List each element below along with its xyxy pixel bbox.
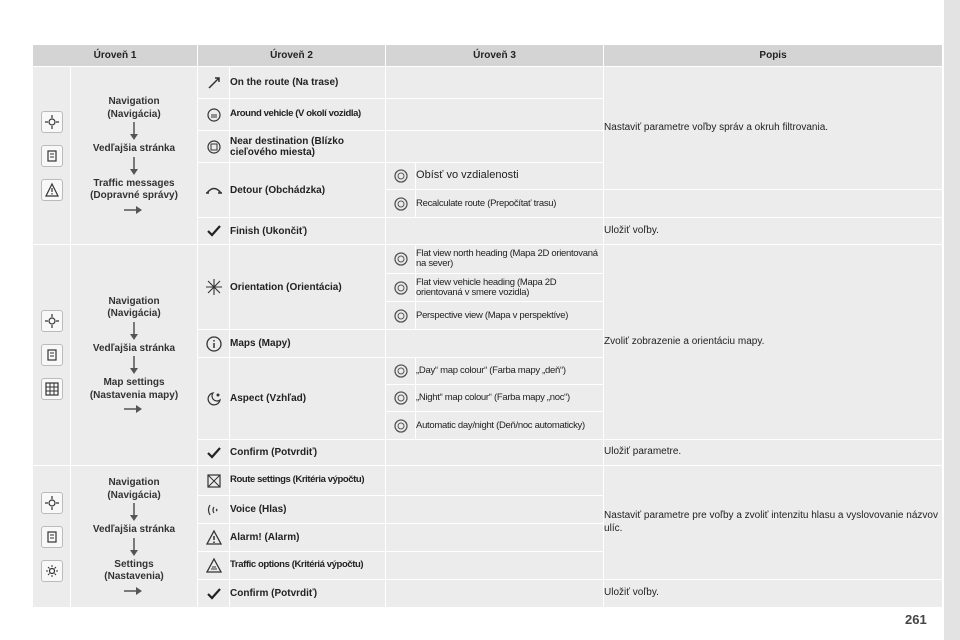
settings-button-icon	[41, 560, 63, 582]
level2-title: Navigation	[108, 295, 160, 307]
level3-label: Confirm (Potvrdiť)	[230, 440, 386, 466]
level3-label: On the route (Na trase)	[230, 67, 386, 99]
arrow-down-icon	[129, 157, 139, 177]
description: Uložiť parametre.	[604, 440, 943, 466]
option-icon	[386, 358, 416, 385]
level2-target-sk: (Dopravné správy)	[90, 190, 178, 202]
check-icon	[198, 580, 230, 608]
level3-label: Orientation (Orientácia)	[230, 245, 386, 330]
traffic-button-icon	[41, 179, 63, 201]
option-label: Recalculate route (Prepočítať trasu)	[416, 190, 604, 218]
alarm-icon	[198, 524, 230, 552]
navi-button-icon	[41, 111, 63, 133]
arrow-right-icon	[124, 404, 144, 414]
option-label: Flat view vehicle heading (Mapa 2D orientovaná v smere vozidla)	[416, 274, 604, 302]
table-header	[33, 45, 943, 67]
destination-icon	[198, 131, 230, 163]
option-icon	[386, 302, 416, 330]
option-icon	[386, 274, 416, 302]
level2-secondary: Vedľajšia stránka	[92, 143, 176, 155]
level1-buttons	[33, 67, 71, 245]
option-icon	[386, 163, 416, 190]
right-margin-bar	[944, 0, 960, 640]
level3-label: Near destination (Blízko cieľového miesta)	[230, 131, 386, 163]
level3-label: Maps (Mapy)	[230, 330, 386, 358]
level1-buttons	[33, 245, 71, 466]
option-label: Obísť vo vzdialenosti	[416, 163, 604, 190]
navi-button-icon	[41, 310, 63, 332]
menu-table	[32, 44, 943, 608]
level3-label: Around vehicle (V okolí vozidla)	[230, 99, 386, 131]
header-level2: Úroveň 2	[198, 45, 386, 67]
level2-title-sk: (Navigácia)	[107, 308, 161, 320]
option-label: Automatic day/night (Deň/noc automaticky)	[416, 412, 604, 440]
level3-label: Route settings (Kritéria výpočtu)	[230, 466, 386, 496]
description: Uložiť voľby.	[604, 580, 943, 608]
level2-path	[71, 67, 198, 245]
level2-path	[71, 466, 198, 608]
check-icon	[198, 218, 230, 245]
level2-target: Settings	[114, 558, 154, 570]
level3-label: Traffic options (Kritériá výpočtu)	[230, 552, 386, 580]
level3-label: Finish (Ukončiť)	[230, 218, 386, 245]
level2-target-sk: (Nastavenia mapy)	[89, 389, 179, 401]
compass-icon	[198, 245, 230, 330]
around-vehicle-icon	[198, 99, 230, 131]
option-label: „Day“ map colour“ (Farba mapy „deň“)	[416, 358, 604, 385]
traffic-options-icon	[198, 552, 230, 580]
description: Zvoliť zobrazenie a orientáciu mapy.	[604, 245, 943, 440]
arrow-down-icon	[129, 503, 139, 523]
header-description: Popis	[604, 45, 943, 67]
day-night-icon	[198, 358, 230, 440]
level2-target: Traffic messages	[93, 177, 175, 189]
option-label: Flat view north heading (Mapa 2D orientovaná na sever)	[416, 245, 604, 274]
table-row	[33, 466, 943, 496]
level3-label: Confirm (Potvrdiť)	[230, 580, 386, 608]
arrow-down-icon	[129, 538, 139, 558]
level2-path	[71, 245, 198, 466]
arrow-down-icon	[129, 322, 139, 342]
detour-icon	[198, 163, 230, 218]
mode-button-icon	[41, 145, 63, 167]
level3-label: Detour (Obchádzka)	[230, 163, 386, 218]
level1-buttons	[33, 466, 71, 608]
option-label: „Night“ map colour“ (Farba mapy „noc“)	[416, 385, 604, 412]
option-icon	[386, 385, 416, 412]
info-icon	[198, 330, 230, 358]
mode-button-icon	[41, 526, 63, 548]
level2-target: Map settings	[103, 377, 165, 389]
option-icon	[386, 190, 416, 218]
level3-label: Aspect (Vzhľad)	[230, 358, 386, 440]
level2-title: Navigation	[108, 96, 160, 108]
level2-title-sk: (Navigácia)	[107, 489, 161, 501]
level2-title: Navigation	[108, 477, 160, 489]
table-row	[33, 245, 943, 274]
navi-button-icon	[41, 492, 63, 514]
voice-icon	[198, 496, 230, 524]
arrow-down-icon	[129, 122, 139, 142]
page-number: 261	[905, 612, 927, 627]
level2-title-sk: (Navigácia)	[107, 108, 161, 120]
option-icon	[386, 412, 416, 440]
mode-button-icon	[41, 344, 63, 366]
level3-label: Alarm! (Alarm)	[230, 524, 386, 552]
level2-target-sk: (Nastavenia)	[104, 571, 164, 583]
description: Nastaviť parametre pre voľby a zvoliť intenzitu hlasu a vyslovovanie názvov ulíc.	[604, 466, 943, 580]
description: Uložiť voľby.	[604, 218, 943, 245]
level2-secondary: Vedľajšia stránka	[92, 524, 176, 536]
header-level1: Úroveň 1	[33, 45, 198, 67]
header-level3: Úroveň 3	[386, 45, 604, 67]
option-label: Perspective view (Mapa v perspektíve)	[416, 302, 604, 330]
table-row	[33, 67, 943, 99]
arrow-right-icon	[124, 205, 144, 215]
route-icon	[198, 67, 230, 99]
arrow-right-icon	[124, 586, 144, 596]
route-settings-icon	[198, 466, 230, 496]
map-button-icon	[41, 378, 63, 400]
check-icon	[198, 440, 230, 466]
level2-secondary: Vedľajšia stránka	[92, 342, 176, 354]
description: Nastaviť parametre voľby správ a okruh filtrovania.	[604, 67, 943, 190]
option-icon	[386, 245, 416, 274]
arrow-down-icon	[129, 356, 139, 376]
level3-label: Voice (Hlas)	[230, 496, 386, 524]
